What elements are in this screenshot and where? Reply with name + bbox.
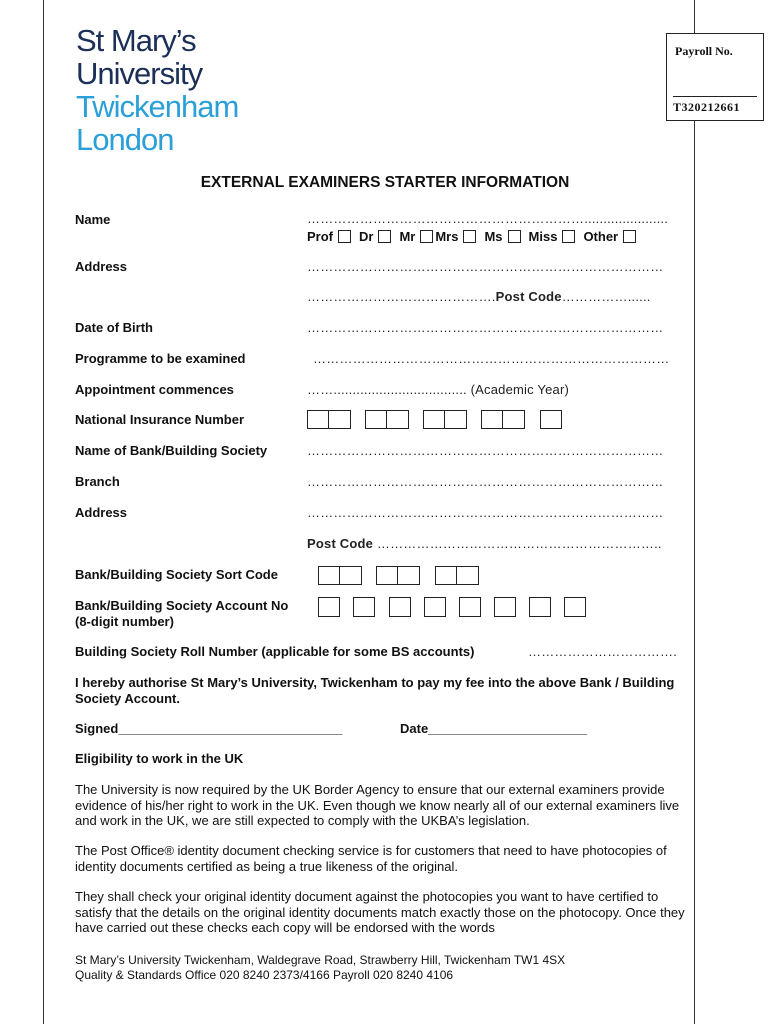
bank-name-label: Name of Bank/Building Society	[75, 443, 268, 458]
ni-box[interactable]	[329, 410, 351, 429]
title-ms-checkbox[interactable]	[508, 230, 521, 243]
sort-code-box[interactable]	[376, 566, 398, 585]
roll-number-label: Building Society Roll Number (applicable for some BS accounts)	[75, 644, 475, 659]
signature-field[interactable]: Signed_______________________________	[75, 721, 343, 736]
account-no-box[interactable]	[564, 597, 586, 617]
ni-box[interactable]	[445, 410, 467, 429]
bank-postcode-label: Post Code	[307, 536, 374, 551]
sort-code-box[interactable]	[398, 566, 420, 585]
account-no-box[interactable]	[424, 597, 446, 617]
account-no-box[interactable]	[318, 597, 340, 617]
bank-postcode-line[interactable]	[307, 536, 662, 551]
title-mrs-checkbox[interactable]	[463, 230, 476, 243]
name-field[interactable]: ………………………………………………………......................	[307, 211, 669, 226]
ni-pair-1[interactable]	[307, 410, 351, 429]
logo-line-4: London	[76, 122, 174, 157]
address-line-2-dots: …………………………………….	[307, 289, 496, 304]
payroll-line	[673, 96, 757, 97]
title-prof-label: Prof	[307, 229, 333, 245]
account-no-box[interactable]	[389, 597, 411, 617]
payroll-label: Payroll No.	[675, 44, 733, 58]
sort-code-box[interactable]	[318, 566, 340, 585]
account-no-box[interactable]	[494, 597, 516, 617]
date-field[interactable]: Date______________________	[400, 721, 588, 736]
programme-field[interactable]: ………………………………………………………………………	[313, 351, 670, 366]
title-mr-checkbox[interactable]	[420, 230, 433, 243]
bank-address-field[interactable]: ………………………………………………………………………	[307, 505, 664, 520]
roll-number-field[interactable]: …………………………….	[528, 644, 678, 659]
title-other-checkbox[interactable]	[623, 230, 636, 243]
logo-line-2: University	[76, 56, 203, 91]
address-postcode-line[interactable]	[307, 289, 651, 304]
title-options	[307, 228, 644, 244]
sort-code-box[interactable]	[457, 566, 479, 585]
ni-box[interactable]	[481, 410, 503, 429]
appointment-label: Appointment commences	[75, 382, 234, 397]
appointment-dots: ……...................................	[307, 382, 467, 397]
name-label: Name	[75, 212, 111, 227]
ni-box[interactable]	[365, 410, 387, 429]
ni-pair-3[interactable]	[423, 410, 467, 429]
ni-box[interactable]	[540, 410, 562, 429]
bank-name-field[interactable]: ………………………………………………………………………	[307, 443, 664, 458]
eligibility-paragraph-3: They shall check your original identity document against the photocopies you want to have certified to satisfy that the details on the original identity documents match exactly those on the photocopy. Once they have carried out these checks each copy will be endorsed with the words	[75, 889, 685, 935]
address-field[interactable]: ………………………………………………………………………	[307, 259, 664, 274]
title-mrs-label: Mrs	[435, 229, 459, 245]
sort-code-label: Bank/Building Society Sort Code	[75, 567, 278, 582]
title-miss-checkbox[interactable]	[562, 230, 575, 243]
sort-code-box[interactable]	[435, 566, 457, 585]
payroll-number: T320212661	[673, 100, 741, 114]
dob-field[interactable]: ………………………………………………………………………	[307, 320, 664, 335]
sort-code-box[interactable]	[340, 566, 362, 585]
account-no-note: (8-digit number)	[75, 614, 174, 629]
page-footer	[75, 953, 565, 982]
branch-field[interactable]: ………………………………………………………………………	[307, 474, 664, 489]
title-miss-label: Miss	[528, 229, 558, 245]
address-label: Address	[75, 259, 128, 274]
university-logo	[76, 24, 238, 156]
title-prof-checkbox[interactable]	[338, 230, 351, 243]
logo-line-3: Twickenham	[76, 89, 239, 124]
academic-year-note: (Academic Year)	[470, 382, 570, 397]
postcode-dots: ……………......	[561, 289, 651, 304]
title-mr-label: Mr	[399, 229, 416, 245]
title-dr-label: Dr	[359, 229, 374, 245]
ni-label: National Insurance Number	[75, 412, 245, 427]
ni-suffix[interactable]	[540, 410, 562, 429]
bank-postcode-dots: ………………………………………………………..	[376, 536, 662, 551]
payroll-box	[666, 33, 764, 121]
title-ms-label: Ms	[484, 229, 503, 245]
sort-code-pair-3[interactable]	[435, 566, 479, 585]
bank-address-label: Address	[75, 505, 128, 520]
appointment-field[interactable]	[307, 382, 569, 397]
programme-label: Programme to be examined	[75, 351, 246, 366]
account-no-box[interactable]	[459, 597, 481, 617]
branch-label: Branch	[75, 474, 120, 489]
title-dr-checkbox[interactable]	[378, 230, 391, 243]
footer-contacts: Quality & Standards Office 020 8240 2373/4166 Payroll 020 8240 4106	[75, 967, 454, 982]
authorisation-statement: I hereby authorise St Mary’s University, Twickenham to pay my fee into the above Bank / Building Society Account.	[75, 675, 675, 706]
form-title: EXTERNAL EXAMINERS STARTER INFORMATION	[200, 174, 570, 191]
page-border-left	[43, 0, 44, 1024]
account-no-label: Bank/Building Society Account No	[75, 598, 289, 613]
logo-line-1: St Mary’s	[76, 23, 196, 58]
postcode-label: Post Code	[495, 289, 562, 304]
dob-label: Date of Birth	[75, 320, 153, 335]
eligibility-heading: Eligibility to work in the UK	[75, 751, 244, 766]
account-no-box[interactable]	[353, 597, 375, 617]
footer-address: St Mary’s University Twickenham, Waldegrave Road, Strawberry Hill, Twickenham TW1 4SX	[75, 953, 566, 967]
account-no-box[interactable]	[529, 597, 551, 617]
ni-box[interactable]	[387, 410, 409, 429]
eligibility-paragraph-2: The Post Office® identity document checking service is for customers that need to have photocopies of identity documents certified as being a true likeness of the original.	[75, 843, 667, 874]
ni-pair-4[interactable]	[481, 410, 525, 429]
ni-box[interactable]	[307, 410, 329, 429]
sort-code-pair-1[interactable]	[318, 566, 362, 585]
eligibility-paragraph-1: The University is now required by the UK Border Agency to ensure that our external examiners provide evidence of his/her right to work in the UK. Even though we know nearly all of our external examiners live and work in the UK, we are still expected to comply with the UKBA’s legislation.	[75, 782, 680, 828]
ni-pair-2[interactable]	[365, 410, 409, 429]
ni-box[interactable]	[423, 410, 445, 429]
sort-code-pair-2[interactable]	[376, 566, 420, 585]
ni-box[interactable]	[503, 410, 525, 429]
title-other-label: Other	[583, 229, 619, 245]
